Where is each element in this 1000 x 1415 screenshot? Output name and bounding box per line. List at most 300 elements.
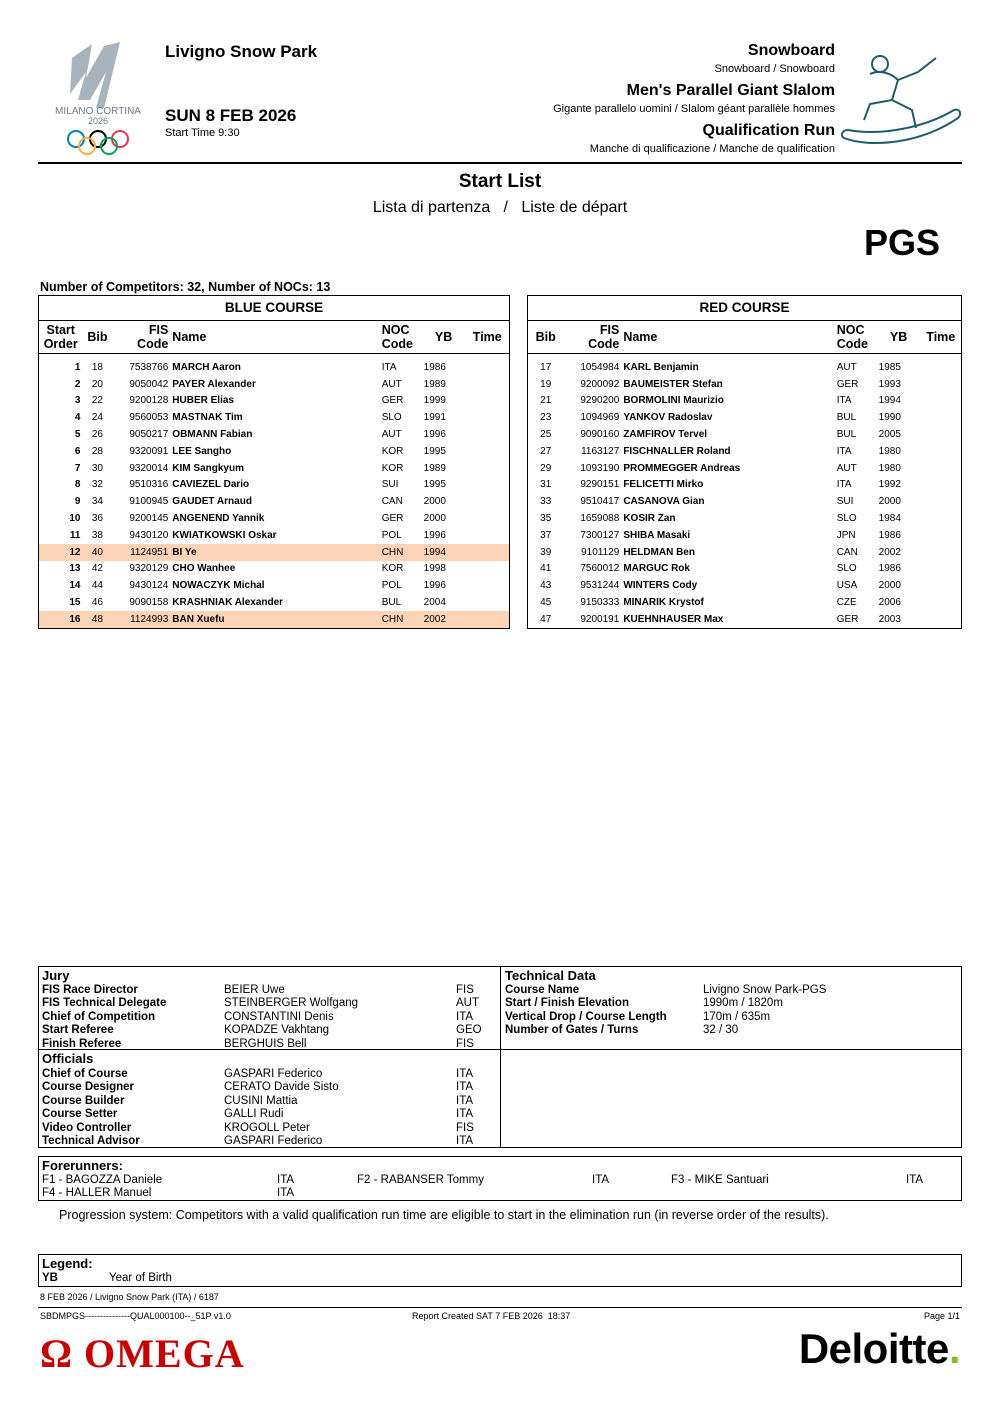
table-row [39,443,510,460]
athlete-name-cell: KOSIR Zan [623,513,676,525]
time-cell [466,577,510,594]
time-cell [921,460,962,477]
table-row [528,561,962,578]
noc-cell: KOR [381,445,404,457]
blue-course-table [38,295,510,629]
yb-cell: 2000 [878,496,901,508]
table-row [39,477,510,494]
athlete-name-cell: CHO Wanhee [172,563,236,575]
bib-cell: 23 [540,412,552,424]
phase-subtitle: Manche di qualificazione / Manche de qualification [589,143,835,155]
snowboard-pictogram-icon [840,48,965,153]
official-name: KROGOLL Peter [224,1121,310,1134]
bib-cell: 31 [540,479,552,491]
fis-code-cell: 7300127 [580,529,620,541]
time-cell [921,477,962,494]
athlete-name-cell: ZAMFIROV Tervel [623,429,708,441]
bib-cell: 37 [540,529,552,541]
bib-cell: 19 [540,378,552,390]
official-role: Course Setter [42,1108,118,1121]
legend-abbr: YB [42,1272,58,1284]
fis-code-cell: 9090158 [129,597,169,609]
athlete-name-cell: NOWACZYK Michal [172,580,265,592]
noc-cell: ITA [836,445,852,457]
bib-cell: 45 [540,597,552,609]
forerunner-noc: ITA [277,1187,295,1199]
start-order-cell: 3 [74,395,81,407]
athlete-name-cell: HELDMAN Ben [623,546,695,558]
noc-cell: AUT [836,361,857,373]
red-course-title: RED COURSE [528,296,962,321]
noc-cell: SUI [836,496,854,508]
noc-cell: POL [381,580,402,592]
legend-box [38,1254,962,1287]
sport-subtitle: Snowboard / Snowboard [714,63,835,75]
legend-desc: Year of Birth [109,1272,172,1284]
bib-cell: 35 [540,513,552,525]
athlete-name-cell: KARL Benjamin [623,361,699,373]
time-cell [466,611,510,628]
technical-label: Start / Finish Elevation [505,997,629,1010]
noc-cell: CHN [380,544,422,561]
technical-data-title: Technical Data [505,968,596,983]
start-order-cell: 1 [74,361,81,373]
table-row [39,594,510,611]
yb-cell: 1996 [423,529,446,541]
deloitte-logo [799,1325,960,1373]
noc-cell: CHN [380,611,422,628]
forerunner-name: F1 - BAGOZZA Daniele [42,1174,163,1186]
yb-cell: 1989 [423,378,446,390]
col-fis-code: FIS Code [563,321,621,354]
jury-role: FIS Race Director [42,984,138,996]
noc-cell: CAN [836,546,858,558]
time-cell [466,460,510,477]
table-row [39,493,510,510]
col-noc-code: NOC Code [835,321,877,354]
noc-cell: KOR [381,462,404,474]
bib-cell: 29 [540,462,552,474]
col-yb: YB [877,321,921,354]
forerunner-name: F3 - MIKE Santuari [671,1174,769,1186]
progression-note: Progression system: Competitors with a valid qualification run time are eligible to start in the elimination run (in reverse order of the results). [59,1208,829,1222]
bib-cell: 34 [91,496,103,508]
official-noc: ITA [456,1108,474,1121]
jury-noc: AUT [456,997,479,1010]
time-cell [921,409,962,426]
athlete-name-cell: MARCH Aaron [172,361,241,373]
fis-code-cell: 1124993 [112,611,170,628]
phase-title: Qualification Run [702,122,835,139]
time-cell [921,527,962,544]
athlete-name-cell: MINARIK Krystof [623,597,704,609]
fis-code-cell: 9200128 [129,395,169,407]
fis-code-cell: 9320129 [129,563,169,575]
noc-cell: SLO [381,412,402,424]
yb-cell: 2000 [423,496,446,508]
athlete-name-cell: FISCHNALLER Roland [623,445,731,457]
document-title: Start List [458,171,542,192]
noc-cell: AUT [381,378,402,390]
table-row [39,409,510,426]
start-order-cell: 4 [74,412,81,424]
bib-cell: 21 [540,395,552,407]
bib-cell: 28 [91,445,103,457]
jury-name: CONSTANTINI Denis [224,1010,334,1023]
start-order-cell: 12 [39,544,83,561]
legend-title: Legend: [42,1256,93,1271]
bib-cell: 43 [540,580,552,592]
official-noc: ITA [456,1094,474,1107]
noc-cell: CZE [836,597,857,609]
bib-cell: 36 [91,513,103,525]
box-divider [500,967,501,1147]
yb-cell: 2003 [878,613,901,625]
athlete-name-cell: BAN Xuefu [170,611,379,628]
red-course-table [527,295,962,629]
fis-code-cell: 9100945 [129,496,169,508]
fis-code-cell: 9150333 [580,597,620,609]
jury-role: Finish Referee [42,1037,122,1050]
jury-role: FIS Technical Delegate [42,997,167,1010]
fis-code-cell: 9101129 [581,546,620,558]
yb-cell: 1996 [423,429,446,441]
athlete-name-cell: ANGENEND Yannik [172,513,265,525]
athlete-name-cell: HUBER Elias [172,395,234,407]
table-row [528,409,962,426]
noc-cell: AUT [836,462,857,474]
yb-cell: 2004 [423,597,446,609]
bib-cell: 18 [91,361,103,373]
start-order-cell: 2 [74,378,81,390]
fis-code-cell: 1093190 [580,462,620,474]
technical-value: 1990m / 1820m [703,997,783,1010]
yb-cell: 1990 [878,412,901,424]
yb-cell: 1993 [878,378,901,390]
bib-cell: 33 [540,496,552,508]
start-order-cell: 9 [74,496,81,508]
col-start-order: Start Order [39,321,83,354]
event-title: Men's Parallel Giant Slalom [626,82,835,99]
noc-cell: ITA [836,395,852,407]
bib-cell: 41 [540,563,552,575]
competitor-count: Number of Competitors: 32, Number of NOCs: 13 [40,280,331,294]
omega-logo: Ω OMEGA [40,1331,245,1376]
fis-code-cell: 9510316 [129,479,169,491]
time-cell [921,594,962,611]
fis-code-cell: 1094969 [580,412,620,424]
bib-cell: 48 [82,611,112,628]
col-time: Time [921,321,962,354]
yb-cell: 2002 [422,611,466,628]
forerunner-name: F2 - RABANSER Tommy [357,1174,484,1186]
table-row [39,376,510,393]
start-order-cell: 16 [39,611,83,628]
milano-cortina-logo [42,38,154,158]
athlete-name-cell: KIM Sangkyum [172,462,244,474]
fis-code-cell: 9200145 [129,513,169,525]
bib-cell: 27 [540,445,552,457]
time-cell [921,443,962,460]
forerunner-noc: ITA [592,1174,610,1186]
table-row [528,510,962,527]
time-cell [466,443,510,460]
yb-cell: 1980 [878,445,901,457]
deloitte-wordmark: Deloitte [798,1325,949,1372]
noc-cell: POL [381,529,402,541]
technical-value: Livigno Snow Park-PGS [703,984,827,996]
yb-cell: 2005 [878,429,901,441]
fis-code-cell: 9290200 [580,395,620,407]
bib-cell: 39 [540,546,552,558]
athlete-name-cell: MASTNAK Tim [172,412,243,424]
fis-code-cell: 9290151 [580,479,620,491]
noc-cell: AUT [381,429,402,441]
table-row [528,611,962,628]
start-order-cell: 11 [69,529,81,541]
official-name: GASPARI Federico [224,1135,323,1147]
time-cell [466,594,510,611]
table-row [528,426,962,443]
col-name: Name [621,321,834,354]
time-cell [466,510,510,527]
start-order-cell: 6 [74,445,81,457]
svg-text:2026: 2026 [87,116,109,126]
yb-cell: 1992 [878,479,901,491]
technical-label: Course Name [505,984,580,996]
table-row [528,477,962,494]
time-cell [921,577,962,594]
sport-title: Snowboard [747,42,835,59]
noc-cell: SUI [381,479,399,491]
bib-cell: 17 [540,361,552,373]
time-cell [466,544,510,561]
footer-divider [38,1307,962,1308]
yb-cell: 1989 [423,462,446,474]
fis-code-cell: 1124951 [112,544,170,561]
technical-value: 170m / 635m [703,1010,771,1023]
jury-name: KOPADZE Vakhtang [224,1024,330,1037]
table-row [39,561,510,578]
time-cell [921,611,962,628]
yb-cell: 1986 [878,563,901,575]
time-cell [921,359,962,376]
yb-cell: 2006 [878,597,901,609]
bib-cell: 42 [91,563,103,575]
yb-cell: 1991 [423,412,446,424]
blue-course-title: BLUE COURSE [39,296,510,321]
noc-cell: GER [381,395,404,407]
time-cell [921,544,962,561]
document-subtitle: Lista di partenza / Liste de départ [372,199,628,216]
official-noc: ITA [456,1081,474,1094]
table-row [528,460,962,477]
noc-cell: CAN [381,496,403,508]
fis-code-cell: 9200092 [580,378,620,390]
table-row [39,527,510,544]
table-row [528,393,962,410]
jury-role: Start Referee [42,1024,114,1037]
athlete-name-cell: SHIBA Masaki [623,529,691,541]
technical-label: Vertical Drop / Course Length [505,1010,667,1023]
athlete-name-cell: WINTERS Cody [623,580,698,592]
official-role: Technical Advisor [42,1135,140,1147]
athlete-name-cell: MARGUC Rok [623,563,690,575]
svg-text:MILANO CORTINA: MILANO CORTINA [55,106,141,117]
table-row [39,426,510,443]
official-role: Course Builder [42,1094,125,1107]
table-row [528,527,962,544]
jury-name: STEINBERGER Wolfgang [224,997,359,1010]
yb-cell: 1996 [423,580,446,592]
event-subtitle: Gigante parallelo uomini / Slalom géant parallèle hommes [553,103,835,115]
forerunner-noc: ITA [277,1174,295,1186]
forerunner-name: F4 - HALLER Manuel [42,1187,152,1199]
bib-cell: 22 [91,395,103,407]
athlete-name-cell: PROMMEGGER Andreas [623,462,741,474]
yb-cell: 2000 [878,580,901,592]
header-divider [38,162,962,164]
table-row [39,544,510,561]
jury-noc: ITA [456,1010,474,1023]
report-created: Report Created SAT 7 FEB 2026 18:37 [412,1311,571,1321]
noc-cell: GER [381,513,404,525]
fis-code-cell: 1659088 [580,513,620,525]
athlete-name-cell: CASANOVA Gian [623,496,705,508]
col-time: Time [466,321,510,354]
yb-cell: 2000 [423,513,446,525]
footer-place: 8 FEB 2026 / Livigno Snow Park (ITA) / 6187 [40,1292,219,1302]
official-name: GALLI Rudi [224,1108,284,1121]
athlete-name-cell: YANKOV Radoslav [623,412,713,424]
official-noc: FIS [456,1121,474,1134]
time-cell [921,426,962,443]
jury-role: Chief of Competition [42,1010,156,1023]
fis-code-cell: 9560053 [129,412,169,424]
athlete-name-cell: BAUMEISTER Stefan [623,378,723,390]
athlete-name-cell: FELICETTI Mirko [623,479,704,491]
start-order-cell: 8 [74,479,81,491]
col-yb: YB [422,321,466,354]
yb-cell: 1995 [423,479,446,491]
start-order-cell: 5 [74,429,81,441]
forerunner-noc: ITA [906,1174,924,1186]
fis-code-cell: 7538766 [129,361,169,373]
event-date: SUN 8 FEB 2026 [165,106,297,125]
start-order-cell: 10 [69,513,81,525]
jury-title: Jury [42,968,70,983]
noc-cell: SLO [836,513,857,525]
fis-code-cell: 9320014 [129,462,169,474]
bib-cell: 46 [91,597,103,609]
jury-noc: GEO [456,1024,482,1037]
bib-cell: 47 [540,613,552,625]
jury-name: BERGHUIS Bell [224,1037,307,1050]
bib-cell: 20 [91,378,103,390]
forerunners-title: Forerunners: [42,1158,123,1173]
time-cell [466,376,510,393]
fis-code-cell: 9050217 [129,429,169,441]
yb-cell: 1995 [423,445,446,457]
yb-cell: 2002 [878,546,901,558]
officials-title: Officials [42,1051,94,1066]
table-row [528,376,962,393]
official-role: Chief of Course [42,1068,128,1080]
noc-cell: ITA [836,479,852,491]
start-time: Start Time 9:30 [165,127,240,139]
start-order-cell: 15 [69,597,81,609]
table-row [528,493,962,510]
yb-cell: 1994 [878,395,901,407]
time-cell [466,493,510,510]
athlete-name-cell: OBMANN Fabian [172,429,253,441]
official-noc: ITA [456,1135,474,1147]
bib-cell: 25 [540,429,552,441]
time-cell [466,359,510,376]
table-row [528,594,962,611]
col-bib: Bib [528,321,564,354]
fis-code-cell: 1054984 [580,361,620,373]
time-cell [466,409,510,426]
athlete-name-cell: PAYER Alexander [172,378,256,390]
time-cell [466,561,510,578]
athlete-name-cell: GAUDET Arnaud [172,496,252,508]
athlete-name-cell: CAVIEZEL Dario [172,479,250,491]
footer-code: SBDMPGS---------------QUAL000100--_51P v1.0 [40,1311,231,1321]
jury-name: BEIER Uwe [224,984,285,996]
bib-cell: 24 [91,412,103,424]
noc-cell: USA [836,580,858,592]
bib-cell: 30 [91,462,103,474]
fis-code-cell: 9531244 [580,580,620,592]
bib-cell: 26 [91,429,103,441]
table-row [39,359,510,376]
bib-cell: 44 [91,580,103,592]
official-name: CERATO Davide Sisto [224,1081,339,1094]
time-cell [466,477,510,494]
yb-cell: 1986 [423,361,446,373]
bib-cell: 32 [91,479,103,491]
yb-cell: 1994 [422,544,466,561]
table-row [39,460,510,477]
table-row [39,611,510,628]
fis-code-cell: 9320091 [129,445,169,457]
time-cell [921,376,962,393]
table-row [39,510,510,527]
yb-cell: 1986 [878,529,901,541]
time-cell [921,510,962,527]
yb-cell: 1985 [878,361,901,373]
technical-value: 32 / 30 [703,1024,739,1037]
athlete-name-cell: KUEHNHAUSER Max [623,613,724,625]
fis-code-cell: 7560012 [580,563,620,575]
event-code: PGS [863,222,940,263]
jury-noc: FIS [456,984,474,996]
official-name: GASPARI Federico [224,1068,323,1080]
time-cell [466,393,510,410]
table-row [528,544,962,561]
page-number: Page 1/1 [923,1311,960,1321]
noc-cell: ITA [381,361,397,373]
time-cell [466,426,510,443]
technical-label: Number of Gates / Turns [505,1024,639,1037]
forerunners-box [38,1156,962,1201]
time-cell [921,561,962,578]
noc-cell: JPN [836,529,856,541]
noc-cell: BUL [836,429,857,441]
fis-code-cell: 9200191 [580,613,620,625]
col-noc-code: NOC Code [380,321,422,354]
